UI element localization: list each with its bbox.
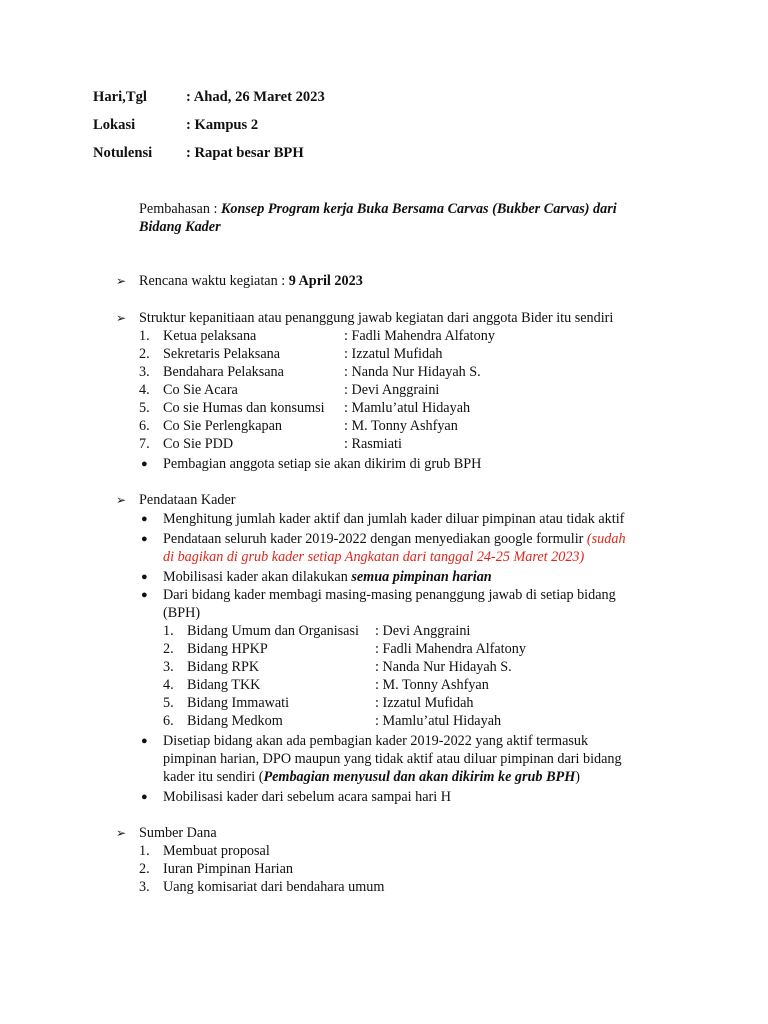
list-name: : Izzatul Mufidah: [375, 695, 474, 711]
rencana-waktu: [139, 272, 363, 290]
list-name: : M. Tonny Ashfyan: [344, 418, 458, 434]
list-name: : Fadli Mahendra Alfatony: [375, 641, 526, 657]
list-number: 5.: [163, 695, 174, 711]
bullet-icon: ●: [141, 791, 148, 803]
list-item: Uang komisariat dari bendahara umum: [163, 879, 385, 895]
header-key: Lokasi: [93, 117, 136, 133]
bullet-icon: ●: [141, 458, 148, 470]
list-role: Co sie Humas dan konsumsi: [163, 400, 325, 416]
list-number: 5.: [139, 400, 150, 416]
list-name: : Mamlu’atul Hidayah: [344, 400, 471, 416]
pendataan-bullet-5-emph: Pembagian menyusul dan akan dikirim ke grub BPH: [263, 769, 576, 785]
bullet-icon: ●: [141, 589, 148, 601]
list-role: Co Sie Perlengkapan: [163, 418, 282, 434]
pendataan-bullet-5-pre: kader itu sendiri (: [163, 769, 264, 785]
list-number: 1.: [163, 623, 174, 639]
pendataan-bullet-5-post: ): [575, 769, 580, 785]
pendataan-bullet-4-cont: (BPH): [163, 605, 201, 621]
list-number: 2.: [139, 346, 150, 362]
bullet-icon: ●: [141, 735, 148, 747]
pendataan-bullet-2-note: (sudah: [586, 531, 626, 547]
pembahasan-topic: Konsep Program kerja Buka Bersama Carvas (Bukber Carvas) dari: [220, 201, 617, 217]
header-key: Notulensi: [93, 145, 153, 161]
pembahasan-line1: [139, 200, 617, 218]
list-name: : Nanda Nur Hidayah S.: [375, 659, 512, 675]
header-key: Hari,Tgl: [93, 89, 147, 105]
struktur-title: Struktur kepanitiaan atau penanggung jawab kegiatan dari anggota Bider itu sendiri: [139, 310, 614, 326]
list-role: Bidang Immawati: [187, 695, 290, 711]
pendataan-bullet-1: Menghitung jumlah kader aktif dan jumlah kader diluar pimpinan atau tidak aktif: [163, 511, 625, 527]
pendataan-bullet-3: [163, 568, 492, 586]
list-name: : Mamlu’atul Hidayah: [375, 713, 502, 729]
list-role: Bidang Umum dan Organisasi: [187, 623, 359, 639]
list-name: : Nanda Nur Hidayah S.: [344, 364, 481, 380]
pendataan-bullet-2-text: Pendataan seluruh kader 2019-2022 dengan menyediakan google formulir: [163, 531, 587, 547]
list-name: : M. Tonny Ashfyan: [375, 677, 489, 693]
list-number: 4.: [163, 677, 174, 693]
pendataan-bullet-3-text: Mobilisasi kader akan dilakukan: [163, 569, 352, 585]
list-name: : Devi Anggraini: [344, 382, 440, 398]
rencana-date: 9 April 2023: [288, 273, 363, 289]
list-role: Bidang HPKP: [187, 641, 268, 657]
list-number: 1.: [139, 328, 150, 344]
bullet-icon: ●: [141, 513, 148, 525]
pendataan-bullet-2-note-cont: di bagikan di grub kader setiap Angkatan dari tanggal 24-25 Maret 2023): [163, 549, 585, 565]
bullet-icon: ●: [141, 571, 148, 583]
rencana-label: Rencana waktu kegiatan :: [139, 273, 289, 289]
list-number: 1.: [139, 843, 150, 859]
sumber-dana-title: Sumber Dana: [139, 825, 217, 841]
list-number: 2.: [163, 641, 174, 657]
pendataan-bullet-4: Dari bidang kader membagi masing-masing penanggung jawab di setiap bidang: [163, 587, 616, 603]
pendataan-bullet-6: Mobilisasi kader dari sebelum acara sampai hari H: [163, 789, 451, 805]
arrow-bullet-icon: ➢: [116, 311, 127, 325]
list-item: Iuran Pimpinan Harian: [163, 861, 294, 877]
pendataan-bullet-5-cont2: [163, 768, 580, 786]
list-number: 3.: [163, 659, 174, 675]
list-item: Membuat proposal: [163, 843, 270, 859]
arrow-bullet-icon: ➢: [116, 493, 127, 507]
list-number: 2.: [139, 861, 150, 877]
list-number: 6.: [139, 418, 150, 434]
struktur-bullet: Pembagian anggota setiap sie akan dikirim di grub BPH: [163, 456, 482, 472]
pendataan-bullet-3-emph: semua pimpinan harian: [351, 569, 492, 585]
list-name: : Izzatul Mufidah: [344, 346, 443, 362]
list-role: Sekretaris Pelaksana: [163, 346, 281, 362]
header-value: : Rapat besar BPH: [186, 145, 304, 161]
bullet-icon: ●: [141, 533, 148, 545]
pembahasan-line2: Bidang Kader: [139, 219, 221, 235]
pembahasan-label: Pembahasan :: [139, 201, 221, 217]
list-number: 7.: [139, 436, 150, 452]
list-role: Co Sie Acara: [163, 382, 238, 398]
pendataan-title: Pendataan Kader: [139, 492, 236, 508]
list-name: : Fadli Mahendra Alfatony: [344, 328, 495, 344]
list-role: Bendahara Pelaksana: [163, 364, 284, 380]
list-name: : Devi Anggraini: [375, 623, 471, 639]
header-value: : Ahad, 26 Maret 2023: [186, 89, 325, 105]
list-role: Bidang TKK: [187, 677, 261, 693]
list-role: Bidang Medkom: [187, 713, 283, 729]
list-name: : Rasmiati: [344, 436, 402, 452]
list-number: 3.: [139, 879, 150, 895]
pendataan-bullet-5-cont: pimpinan harian, DPO maupun yang tidak aktif atau diluar pimpinan dari bidang: [163, 751, 622, 767]
list-role: Co Sie PDD: [163, 436, 234, 452]
list-role: Bidang RPK: [187, 659, 260, 675]
list-number: 3.: [139, 364, 150, 380]
list-role: Ketua pelaksana: [163, 328, 257, 344]
arrow-bullet-icon: ➢: [116, 274, 127, 288]
list-number: 6.: [163, 713, 174, 729]
list-number: 4.: [139, 382, 150, 398]
pendataan-bullet-2: [163, 530, 626, 548]
arrow-bullet-icon: ➢: [116, 826, 127, 840]
pendataan-bullet-5: Disetiap bidang akan ada pembagian kader 2019-2022 yang aktif termasuk: [163, 733, 589, 749]
header-value: : Kampus 2: [186, 117, 259, 133]
